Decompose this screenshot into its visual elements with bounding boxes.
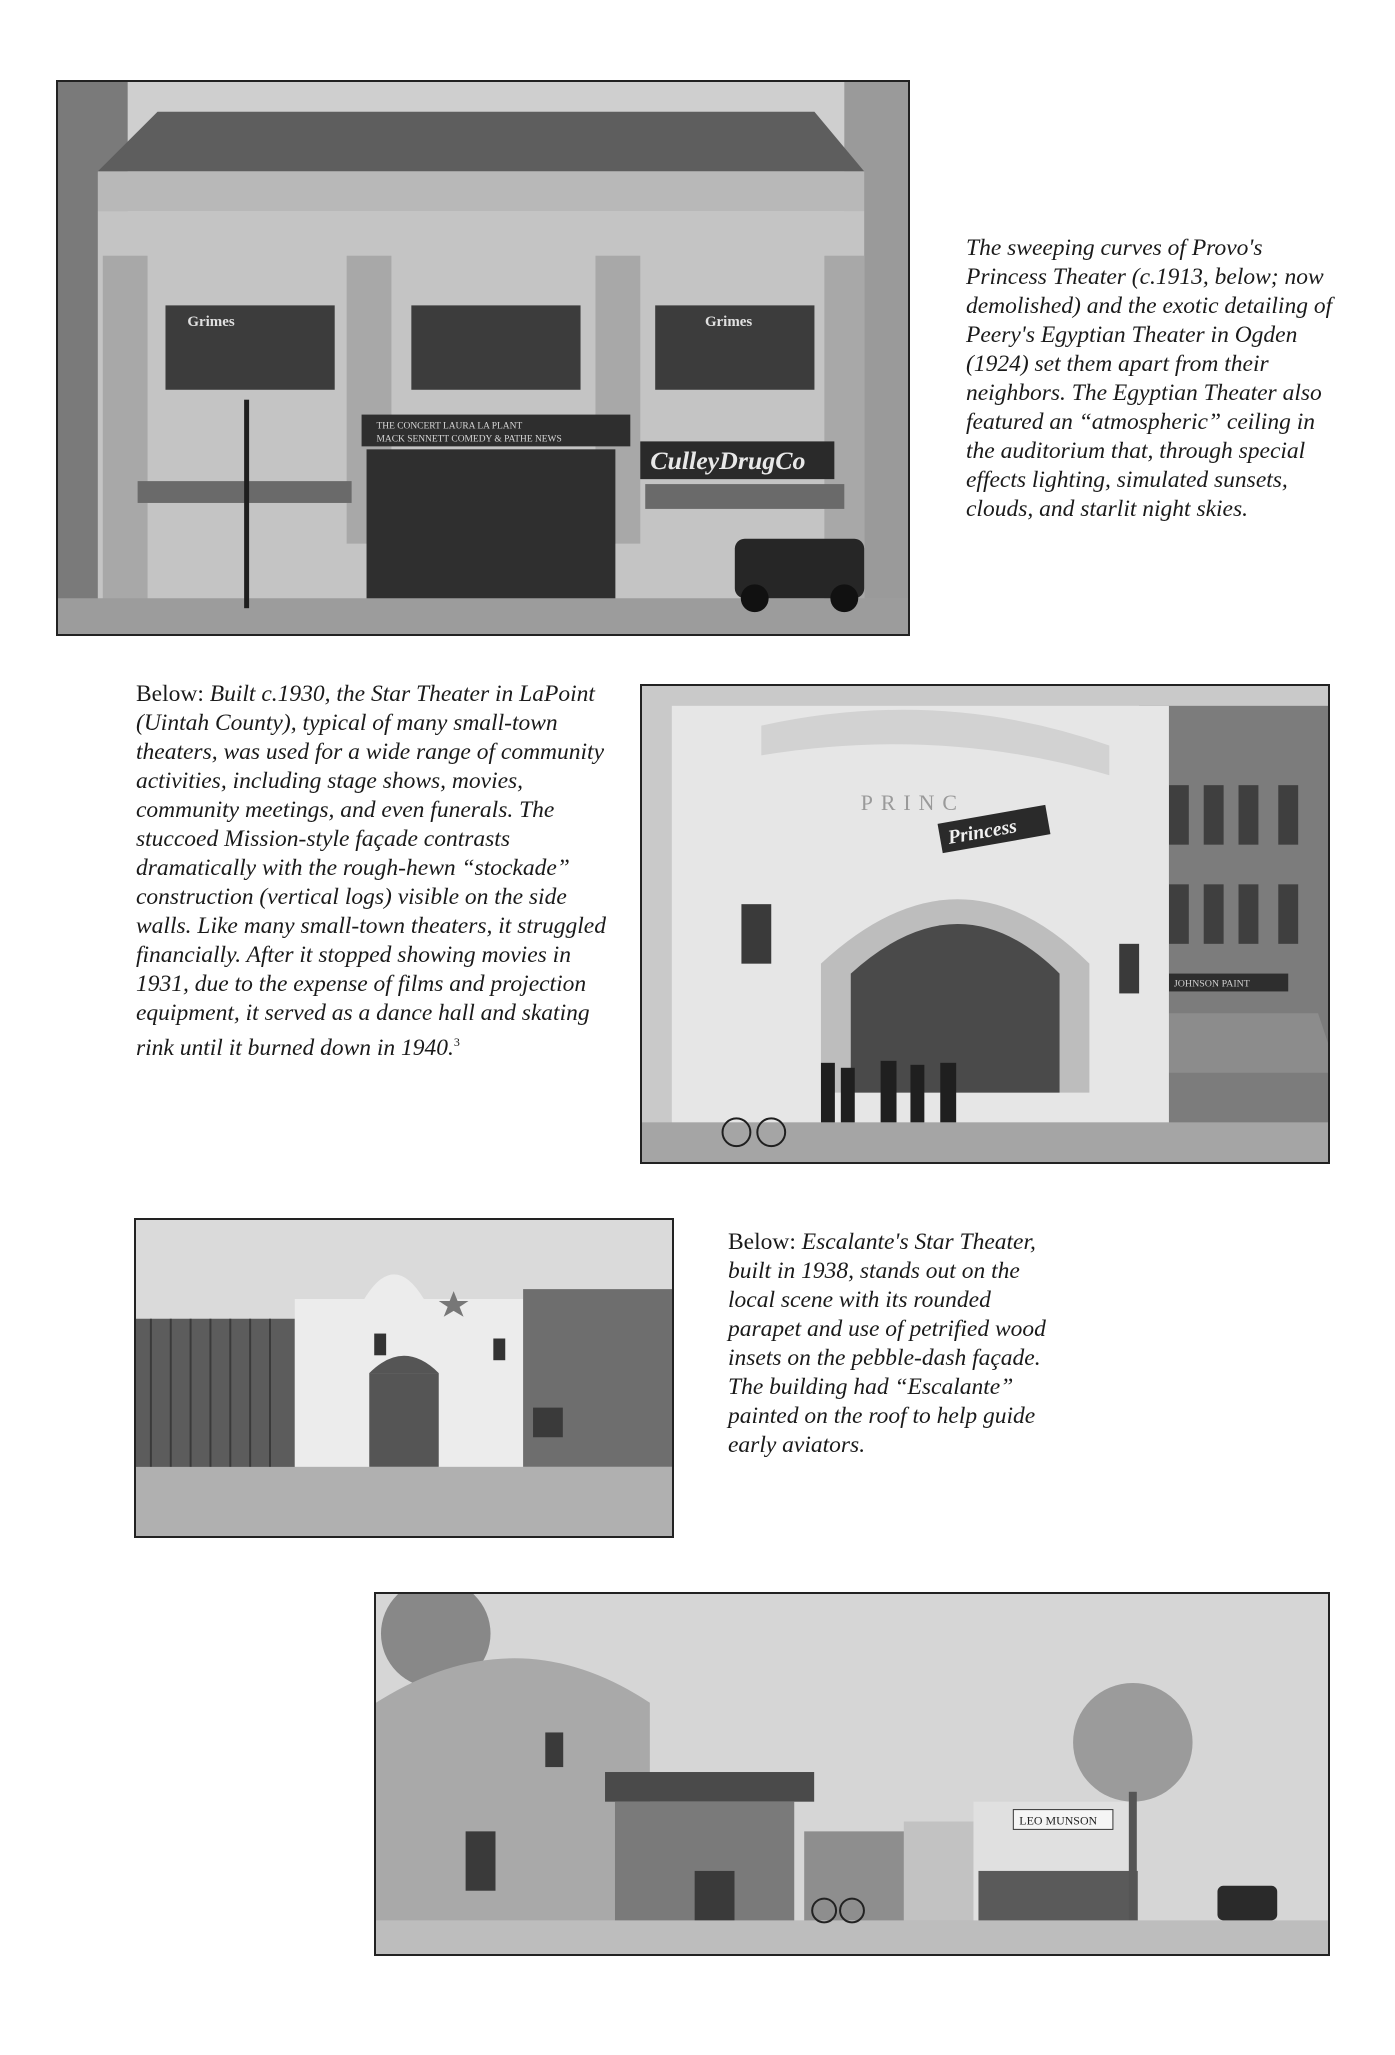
egyptian-theater-photo — [56, 80, 910, 636]
escalante-theater-caption — [728, 1228, 1068, 1460]
johnson-paint-sign: JOHNSON PAINT — [1173, 978, 1250, 990]
princess-sign: Princess — [946, 815, 1019, 849]
grimes-left-sign: Grimes — [187, 314, 235, 331]
princess-theater-photo — [640, 684, 1330, 1164]
marquee-line-2: MACK SENNETT COMEDY & PATHE NEWS — [376, 434, 562, 445]
princess-arch-letters: PRINC — [860, 790, 965, 815]
egyptian-caption-text: The sweeping curves of Provo's Princess Theater (c.1913, below; now demolished) and the exotic detailing of Peery's Egyptian Theater in Ogden (1924) set them apart from their neighbors. The Egyptian Theater also featured an “atmospheric” ceiling in the auditorium that, through special effects lighting, simulated sunsets, clouds, and starlit night skies. — [966, 235, 1333, 522]
drug-co-sign: CulleyDrugCo — [650, 446, 806, 476]
grimes-right-sign: Grimes — [704, 314, 753, 331]
lapoint-caption-lead: Below: — [136, 681, 210, 707]
lapoint-star-theater-photo — [134, 1218, 674, 1538]
egyptian-theater-caption — [966, 234, 1341, 524]
escalante-caption-lead: Below: — [728, 1229, 802, 1255]
leo-munson-sign: LEO MUNSON — [1019, 1813, 1098, 1828]
footnote-marker: 3 — [453, 1035, 460, 1049]
lapoint-caption-text: Built c.1930, the Star Theater in LaPoint (Uintah County), typical of many small-town theaters, was used for a wide range of community activities, including stage shows, movies, community meetings, and even funerals. The stuccoed Mission-style façade contrasts dramatically with the rough-hewn “stockade” construction (vertical logs) visible on the side walls. Like many small-town theaters, it struggled financially. After it stopped showing movies in 1931, due to the expense of films and projection equipment, it served as a dance hall and skating rink until it burned down in 1940. — [136, 681, 606, 1061]
lapoint-theater-caption — [136, 680, 606, 1063]
marquee-line-1: THE CONCERT LAURA LA PLANT — [376, 421, 523, 432]
escalante-caption-text: Escalante's Star Theater, built in 1938, stands out on the local scene with its rounded parapet and use of petrified wood insets on the pebble-dash façade. The building had “Escalante” painted on the roof to help guide early aviators. — [728, 1229, 1046, 1458]
escalante-star-theater-photo — [374, 1592, 1330, 1956]
